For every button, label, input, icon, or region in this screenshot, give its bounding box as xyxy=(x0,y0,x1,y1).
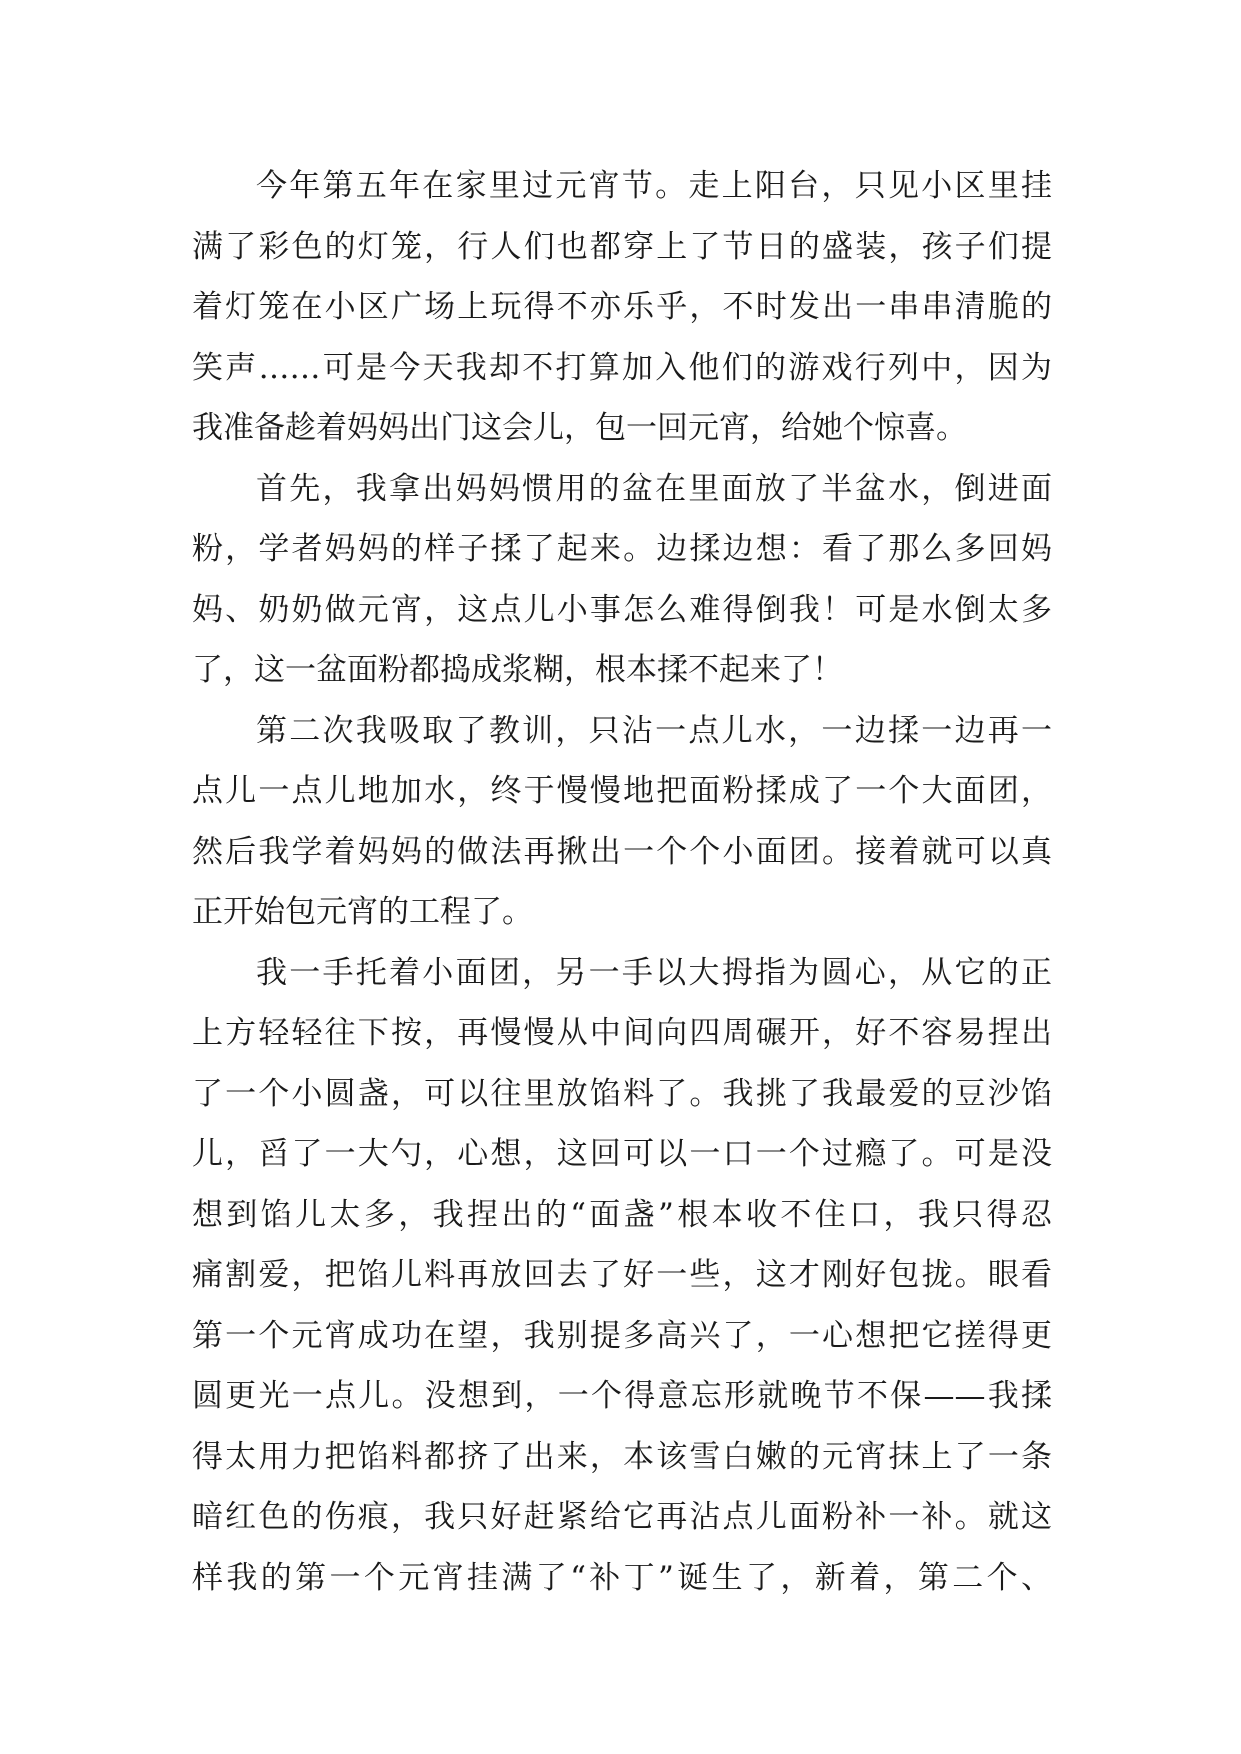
text-line: 妈、奶奶做元宵，这点儿小事怎么难得倒我！可是水倒太多 xyxy=(192,591,1052,628)
text-line: 首先，我拿出妈妈惯用的盆在里面放了半盆水，倒进面 xyxy=(256,470,1052,507)
text-line: 儿，舀了一大勺，心想，这回可以一口一个过瘾了。可是没 xyxy=(192,1136,1052,1172)
text-line: 样我的第一个元宵挂满了“补丁”诞生了，新着，第二个、 xyxy=(192,1559,1052,1596)
text-line: 点儿一点儿地加水，终于慢慢地把面粉揉成了一个大面团， xyxy=(192,773,1052,809)
text-line: 痛割爱，把馅儿料再放回去了好一些，这才刚好包拢。眼看 xyxy=(192,1257,1052,1293)
text-line: 今年第五年在家里过元宵节。走上阳台，只见小区里挂 xyxy=(256,168,1052,204)
text-line: 笑声……可是今天我却不打算加入他们的游戏行列中，因为 xyxy=(192,349,1052,386)
text-line: 第一个元宵成功在望，我别提多高兴了，一心想把它搓得更 xyxy=(192,1317,1052,1354)
text-line: 粉，学者妈妈的样子揉了起来。边揉边想：看了那么多回妈 xyxy=(192,531,1052,567)
text-line: 想到馅儿太多，我捏出的“面盏”根本收不住口，我只得忍 xyxy=(192,1196,1052,1233)
text-line: 我一手托着小面团，另一手以大拇指为圆心，从它的正 xyxy=(256,954,1052,991)
text-line: 正开始包元宵的工程了。 xyxy=(192,894,533,930)
text-line: 得太用力把馅料都挤了出来，本该雪白嫩的元宵抹上了一条 xyxy=(192,1438,1052,1475)
text-line: 满了彩色的灯笼，行人们也都穿上了节日的盛装，孩子们提 xyxy=(192,228,1052,265)
document-body xyxy=(192,156,1052,1608)
text-line: 上方轻轻往下按，再慢慢从中间向四周碾开，好不容易捏出 xyxy=(192,1015,1052,1051)
text-line: 着灯笼在小区广场上玩得不亦乐乎，不时发出一串串清脆的 xyxy=(192,289,1052,325)
text-line: 了，这一盆面粉都捣成浆糊，根本揉不起来了！ xyxy=(192,652,843,688)
text-line: 了一个小圆盏，可以往里放馅料了。我挑了我最爱的豆沙馅 xyxy=(192,1075,1052,1112)
text-line: 暗红色的伤痕，我只好赶紧给它再沾点儿面粉补一补。就这 xyxy=(192,1499,1052,1535)
text-line: 我准备趁着妈妈出门这会儿，包一回元宵，给她个惊喜。 xyxy=(192,410,967,446)
text-line: 然后我学着妈妈的做法再揪出一个个小面团。接着就可以真 xyxy=(192,833,1052,870)
text-line: 圆更光一点儿。没想到，一个得意忘形就晚节不保——我揉 xyxy=(192,1378,1052,1414)
text-line: 第二次我吸取了教训，只沾一点儿水，一边揉一边再一 xyxy=(256,712,1052,749)
